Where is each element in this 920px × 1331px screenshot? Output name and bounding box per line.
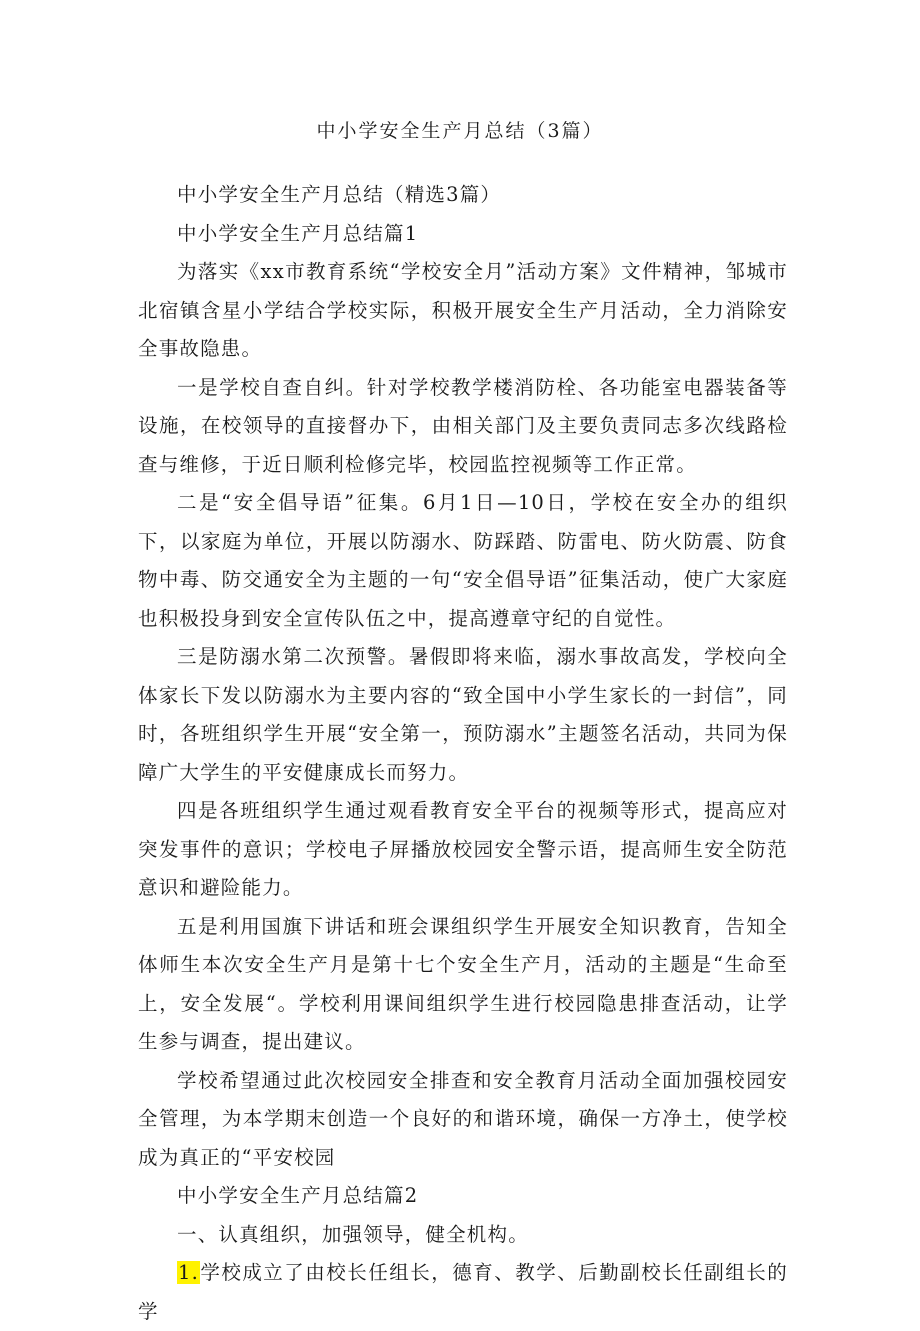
paragraph-slogan-collection: 二是“安全倡导语”征集。6月1日—10日，学校在安全办的组织下，以家庭为单位，开展以防溺水、防踩踏、防雷电、防火防震、防食物中毒、防交通安全为主题的一句“安全倡导语”征集活动，使广大家庭也积极投身到安全宣传队伍之中，提高遵章守纪的自觉性。 xyxy=(138,491,788,630)
subtitle: 中小学安全生产月总结（精选3篇） xyxy=(177,183,502,206)
list-item-leadership-group xyxy=(138,1254,788,1331)
list-item-text: 学校成立了由校长任组长，德育、教学、后勤副校长任副组长的学 xyxy=(138,1261,788,1323)
section-heading-2: 中小学安全生产月总结篇2 xyxy=(177,1184,419,1207)
document-body xyxy=(138,176,788,1331)
paragraph-self-check: 一是学校自查自纠。针对学校教学楼消防栓、各功能室电器装备等设施，在校领导的直接督办下，由相关部门及主要负责同志多次线路检查与维修，于近日顺利检修完毕，校园监控视频等工作正常。 xyxy=(138,375,788,476)
paragraph-intro: 为落实《xx市教育系统“学校安全月”活动方案》文件精神，邹城市北宿镇含星小学结合学校实际，积极开展安全生产月活动，全力消除安全事故隐患。 xyxy=(138,260,788,360)
section-heading-1: 中小学安全生产月总结篇1 xyxy=(177,221,419,245)
paragraph-flag-speech: 五是利用国旗下讲话和班会课组织学生开展安全知识教育，告知全体师生本次安全生产月是第十七个安全生产月，活动的主题是“生命至上，安全发展“。学校利用课间组织学生进行校园隐患排查活动，让学生参与调查，提出建议。 xyxy=(138,914,788,1053)
paragraph-video-education: 四是各班组织学生通过观看教育安全平台的视频等形式，提高应对突发事件的意识；学校电子屏播放校园安全警示语，提高师生安全防范意识和避险能力。 xyxy=(138,799,788,899)
paragraph-drowning-warning: 三是防溺水第二次预警。暑假即将来临，溺水事故高发，学校向全体家长下发以防溺水为主要内容的“致全国中小学生家长的一封信”，同时，各班组织学生开展“安全第一，预防溺水”主题签名活动，共同为保障广大学生的平安健康成长而努力。 xyxy=(138,645,788,784)
document-title: 中小学安全生产月总结（3篇） xyxy=(316,120,604,142)
list-item-organization: 一、认真组织，加强领导，健全机构。 xyxy=(177,1222,529,1246)
highlighted-number: 1. xyxy=(178,1261,200,1284)
paragraph-conclusion: 学校希望通过此次校园安全排查和安全教育月活动全面加强校园安全管理，为本学期末创造一个良好的和谐环境，确保一方净土，使学校成为真正的“平安校园 xyxy=(138,1068,788,1169)
